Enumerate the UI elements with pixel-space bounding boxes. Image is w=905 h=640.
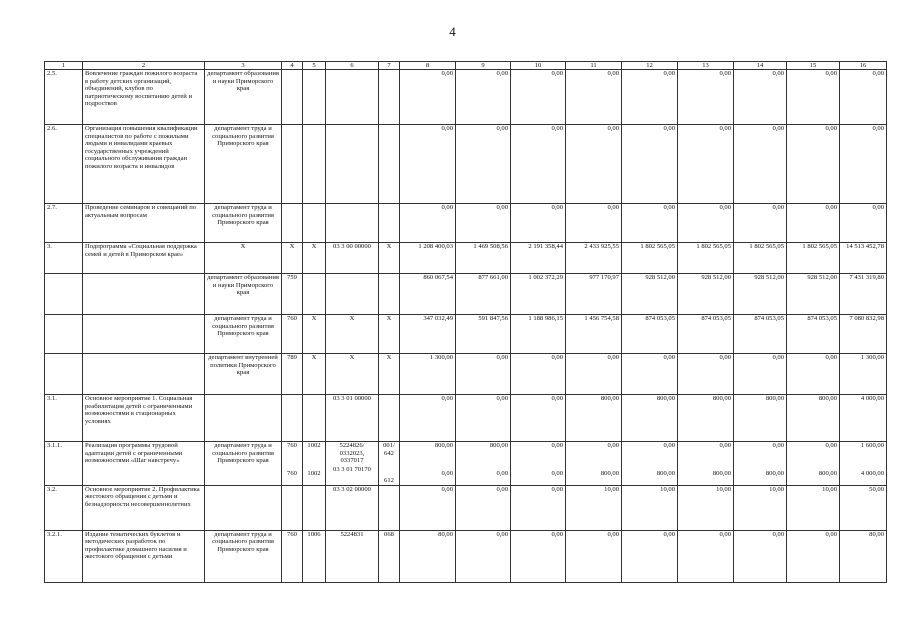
table-cell [400, 442, 456, 486]
table-cell-line: 0,00 [719, 442, 731, 449]
table-cell: 10,00 [734, 485, 787, 530]
table-cell: 800,00 [566, 395, 622, 442]
table-cell: 2 433 925,55 [566, 243, 622, 274]
column-header: 12 [622, 62, 678, 70]
table-cell: X [326, 315, 379, 354]
table-cell: 0,00 [400, 125, 456, 204]
table-cell [303, 274, 326, 315]
table-cell: 1 002 372,29 [511, 274, 566, 315]
table-cell: 874 053,05 [734, 315, 787, 354]
table-cell [45, 315, 83, 354]
table-cell: Проведение семинаров и совещаний по актуальным вопросам [83, 204, 205, 243]
table-cell [456, 442, 511, 486]
table-cell [83, 274, 205, 315]
table-cell: 860 067,54 [400, 274, 456, 315]
column-header: 14 [734, 62, 787, 70]
table-cell: 928 512,00 [622, 274, 678, 315]
table-cell-line: 0,00 [441, 469, 453, 477]
table-cell: 0,00 [678, 530, 734, 582]
table-cell-line: 800,00 [489, 442, 508, 449]
table-cell: Основное мероприятие 2. Профилактика жестокого обращения с детьми и безнадзорности несовершеннолетних [83, 485, 205, 530]
table-cell: 0,00 [734, 125, 787, 204]
table-row [45, 442, 887, 486]
table-cell-line: 760 [287, 469, 297, 477]
table-cell: 2.7. [45, 204, 83, 243]
table-cell-line: 5224826/ 0332023, 0337017 [339, 442, 365, 464]
table-cell: 0,00 [566, 204, 622, 243]
table-cell [379, 125, 400, 204]
table-cell: X [326, 354, 379, 395]
table-cell: 0,00 [400, 395, 456, 442]
table-cell: департамент труда и социального развития Приморского края [205, 530, 282, 582]
table-cell [511, 442, 566, 486]
table-cell: департамент образования и науки Приморского края [205, 274, 282, 315]
table-cell: 1006 [303, 530, 326, 582]
table-cell: 3. [45, 243, 83, 274]
table-cell: 0,00 [511, 395, 566, 442]
table-cell [45, 354, 83, 395]
column-header: 9 [456, 62, 511, 70]
table-cell: 50,00 [840, 485, 887, 530]
table-cell [282, 125, 303, 204]
table-cell-line: 760 [287, 442, 297, 449]
table-cell: 0,00 [511, 204, 566, 243]
table-cell: Организация повышения квалификации специалистов по работе с пожилыми людьми и инвалидами краевых государственных учреждений социального обслуживания граждан пожилого возраста и инвалидов [83, 125, 205, 204]
table-cell-line: 0,00 [825, 442, 837, 449]
table-cell-line: 800,00 [656, 469, 675, 477]
table-cell: 4 000,00 [840, 395, 887, 442]
table-row [45, 243, 887, 274]
table-cell: 760 [282, 315, 303, 354]
table-cell: 3.1. [45, 395, 83, 442]
table-cell: 3.2.1. [45, 530, 83, 582]
table-cell: 1 300,00 [840, 354, 887, 395]
table-cell: 2 191 358,44 [511, 243, 566, 274]
table-cell: X [379, 315, 400, 354]
table-cell: 7 431 319,80 [840, 274, 887, 315]
table-cell: 0,00 [787, 204, 840, 243]
table-cell: 3.2. [45, 485, 83, 530]
table-cell-line: 03 3 01 70170 [333, 465, 371, 473]
table-cell: 591 847,56 [456, 315, 511, 354]
table-cell-line: 4 000,00 [860, 469, 884, 477]
table-row [45, 274, 887, 315]
table-cell: Вовлечение граждан пожилого возраста в работу детских организаций, объединений, клубов по патриотическому воспитанию детей и подростков [83, 70, 205, 125]
table-cell: 0,00 [456, 70, 511, 125]
table-cell: 10,00 [622, 485, 678, 530]
table-cell-line: 1002 [307, 442, 321, 449]
table-cell: 0,00 [622, 530, 678, 582]
table-cell: 2.6. [45, 125, 83, 204]
table-cell: 800,00 [734, 395, 787, 442]
table-row [45, 354, 887, 395]
table-cell: 14 513 452,78 [840, 243, 887, 274]
table-cell: X [205, 243, 282, 274]
table-cell: 0,00 [622, 354, 678, 395]
table-row [45, 530, 887, 582]
table-cell: 1 469 508,56 [456, 243, 511, 274]
table-cell: 760 [282, 530, 303, 582]
table-cell-line: 800,00 [765, 469, 784, 477]
table-cell: 874 053,05 [678, 315, 734, 354]
table-cell: 80,00 [840, 530, 887, 582]
table-cell: 0,00 [400, 204, 456, 243]
table-cell: 1 300,00 [400, 354, 456, 395]
table-cell: 03 3 00 00000 [326, 243, 379, 274]
table-cell: 874 053,05 [622, 315, 678, 354]
table-cell: 2.5. [45, 70, 83, 125]
table-cell: 7 080 832,98 [840, 315, 887, 354]
table-cell [678, 442, 734, 486]
table-cell: 10,00 [787, 485, 840, 530]
column-header: 6 [326, 62, 379, 70]
table-cell [379, 485, 400, 530]
table-cell: 0,00 [456, 125, 511, 204]
table-cell: 0,00 [787, 354, 840, 395]
table-cell: 10,00 [566, 485, 622, 530]
table-cell: Основное мероприятие 1. Социальная реабилитация детей с ограниченными возможностями в стационарных условиях [83, 395, 205, 442]
table-cell: 0,00 [840, 204, 887, 243]
table-cell: 03 3 02 00000 [326, 485, 379, 530]
table-cell: X [379, 243, 400, 274]
table-row [45, 395, 887, 442]
table-cell [840, 442, 887, 486]
table-cell: 0,00 [456, 204, 511, 243]
table-cell-line: 800,00 [600, 469, 619, 477]
table-cell: 928 512,00 [787, 274, 840, 315]
table-cell-line: 0,00 [607, 442, 619, 449]
table-cell [379, 204, 400, 243]
table-cell [303, 70, 326, 125]
column-header: 15 [787, 62, 840, 70]
table-cell: департамент образования и науки Приморского края [205, 70, 282, 125]
table-cell-line: 1 600,00 [860, 442, 884, 449]
table-cell: 0,00 [456, 530, 511, 582]
column-header: 8 [400, 62, 456, 70]
table-cell: 0,00 [511, 485, 566, 530]
table-cell [326, 274, 379, 315]
table-cell [379, 395, 400, 442]
table-cell: 759 [282, 274, 303, 315]
table-cell: 0,00 [678, 204, 734, 243]
table-cell: 1 802 565,05 [734, 243, 787, 274]
table-cell [326, 442, 379, 486]
table-cell: 977 170,97 [566, 274, 622, 315]
table-cell: 0,00 [787, 530, 840, 582]
table-cell: Реализация программы трудовой адаптации детей с ограниченными возможностями «Шаг навстречу» [83, 442, 205, 486]
table-cell: департамент внутренней политики Приморского края [205, 354, 282, 395]
table-cell: X [303, 354, 326, 395]
column-header: 7 [379, 62, 400, 70]
table-cell: Издание тематических буклетов и методических разработок по профилактике домашнего насилия и жестокого обращения с детьми [83, 530, 205, 582]
table-cell: 0,00 [456, 354, 511, 395]
table-cell: 1 802 565,05 [787, 243, 840, 274]
table-cell: 1 802 565,05 [678, 243, 734, 274]
page-number: 4 [449, 24, 456, 39]
table-cell-line: 0,00 [496, 469, 508, 477]
table-row [45, 204, 887, 243]
table-cell: 0,00 [456, 395, 511, 442]
table-cell: 0,00 [734, 530, 787, 582]
table-cell-line: 800,00 [712, 469, 731, 477]
table-cell: X [282, 243, 303, 274]
table-cell [282, 442, 303, 486]
table-cell [282, 395, 303, 442]
table-cell: 0,00 [511, 354, 566, 395]
table-cell [282, 70, 303, 125]
table-cell [303, 204, 326, 243]
table-cell: 0,00 [511, 125, 566, 204]
table-cell: Подпрограмма «Социальная поддержка семей и детей в Приморском крае» [83, 243, 205, 274]
table-cell [787, 442, 840, 486]
table-cell-line: 0,00 [772, 442, 784, 449]
table-cell-line: 800,00 [818, 469, 837, 477]
table-cell: 0,00 [678, 125, 734, 204]
table-row [45, 485, 887, 530]
table-cell: 0,00 [734, 70, 787, 125]
table-cell: 1 208 400,03 [400, 243, 456, 274]
table-cell: 0,00 [622, 70, 678, 125]
table-cell: X [303, 243, 326, 274]
table-cell: департамент труда и социального развития Приморского края [205, 204, 282, 243]
table-cell [282, 204, 303, 243]
table-cell: 874 053,05 [787, 315, 840, 354]
table-cell [379, 274, 400, 315]
table-cell [45, 274, 83, 315]
table-cell: 1 802 565,05 [622, 243, 678, 274]
table-cell: 5224831 [326, 530, 379, 582]
table-cell: 0,00 [622, 125, 678, 204]
table-cell [205, 485, 282, 530]
table-row [45, 125, 887, 204]
column-header: 3 [205, 62, 282, 70]
table-cell: 0,00 [734, 354, 787, 395]
column-header: 2 [83, 62, 205, 70]
table-cell: 0,00 [678, 70, 734, 125]
table-cell: 1 456 754,58 [566, 315, 622, 354]
table-cell [379, 70, 400, 125]
table-cell: 0,00 [566, 354, 622, 395]
column-header: 16 [840, 62, 887, 70]
table-cell [622, 442, 678, 486]
table-cell: 10,00 [678, 485, 734, 530]
table-cell-line: 0,00 [551, 469, 563, 477]
table-cell: 877 661,00 [456, 274, 511, 315]
table-cell-line: 612 [384, 477, 394, 484]
table-cell: 0,00 [840, 125, 887, 204]
table-cell: 0,00 [400, 485, 456, 530]
column-header: 10 [511, 62, 566, 70]
column-header: 11 [566, 62, 622, 70]
table-cell: 347 032,49 [400, 315, 456, 354]
table-cell [83, 354, 205, 395]
table-cell: 0,00 [400, 70, 456, 125]
table-cell [326, 70, 379, 125]
table-cell: 800,00 [678, 395, 734, 442]
table-cell-line: 1002 [307, 469, 321, 477]
table-cell: 0,00 [622, 204, 678, 243]
table-row [45, 70, 887, 125]
column-header: 5 [303, 62, 326, 70]
table-cell: 0,00 [566, 70, 622, 125]
table-header-row [45, 62, 887, 70]
table-cell-line: 0,00 [551, 442, 563, 449]
table-cell: 0,00 [734, 204, 787, 243]
table-cell: 0,00 [456, 485, 511, 530]
table-row [45, 315, 887, 354]
table-cell: X [303, 315, 326, 354]
table-cell [303, 395, 326, 442]
table-cell: 800,00 [622, 395, 678, 442]
table-cell [303, 485, 326, 530]
table-cell [734, 442, 787, 486]
table-cell: департамент труда и социального развития Приморского края [205, 125, 282, 204]
table-cell: 928 512,00 [678, 274, 734, 315]
table-cell [205, 395, 282, 442]
table-cell: 0,00 [787, 70, 840, 125]
table-cell [303, 125, 326, 204]
table-cell: 928 512,00 [734, 274, 787, 315]
table-cell: 0,00 [787, 125, 840, 204]
table-cell: 800,00 [787, 395, 840, 442]
table-cell-line: 001/ 642 [383, 442, 395, 457]
table-cell-line: 0,00 [663, 442, 675, 449]
table-cell [379, 442, 400, 486]
table-cell [566, 442, 622, 486]
table-cell [282, 485, 303, 530]
table-cell: 0,00 [511, 530, 566, 582]
table-cell-line: 800,00 [434, 442, 453, 449]
table-cell: 1 188 986,15 [511, 315, 566, 354]
table-cell: 03 3 01 00000 [326, 395, 379, 442]
column-header: 1 [45, 62, 83, 70]
table-cell [326, 125, 379, 204]
table-cell: 0,00 [511, 70, 566, 125]
table-cell [326, 204, 379, 243]
column-header: 13 [678, 62, 734, 70]
table-cell: 0,00 [566, 125, 622, 204]
table-cell: 789 [282, 354, 303, 395]
table-cell: 0,00 [840, 70, 887, 125]
table-cell: X [379, 354, 400, 395]
budget-table [44, 61, 887, 583]
table-cell: департамент труда и социального развития Приморского края [205, 315, 282, 354]
table-cell [83, 315, 205, 354]
table-cell: 0,00 [678, 354, 734, 395]
table-cell: департамент труда и социального развития Приморского края [205, 442, 282, 486]
table-cell: 3.1.1. [45, 442, 83, 486]
column-header: 4 [282, 62, 303, 70]
table-cell: 80,00 [400, 530, 456, 582]
table-cell: 0,00 [566, 530, 622, 582]
table-cell: 068 [379, 530, 400, 582]
table-cell [303, 442, 326, 486]
